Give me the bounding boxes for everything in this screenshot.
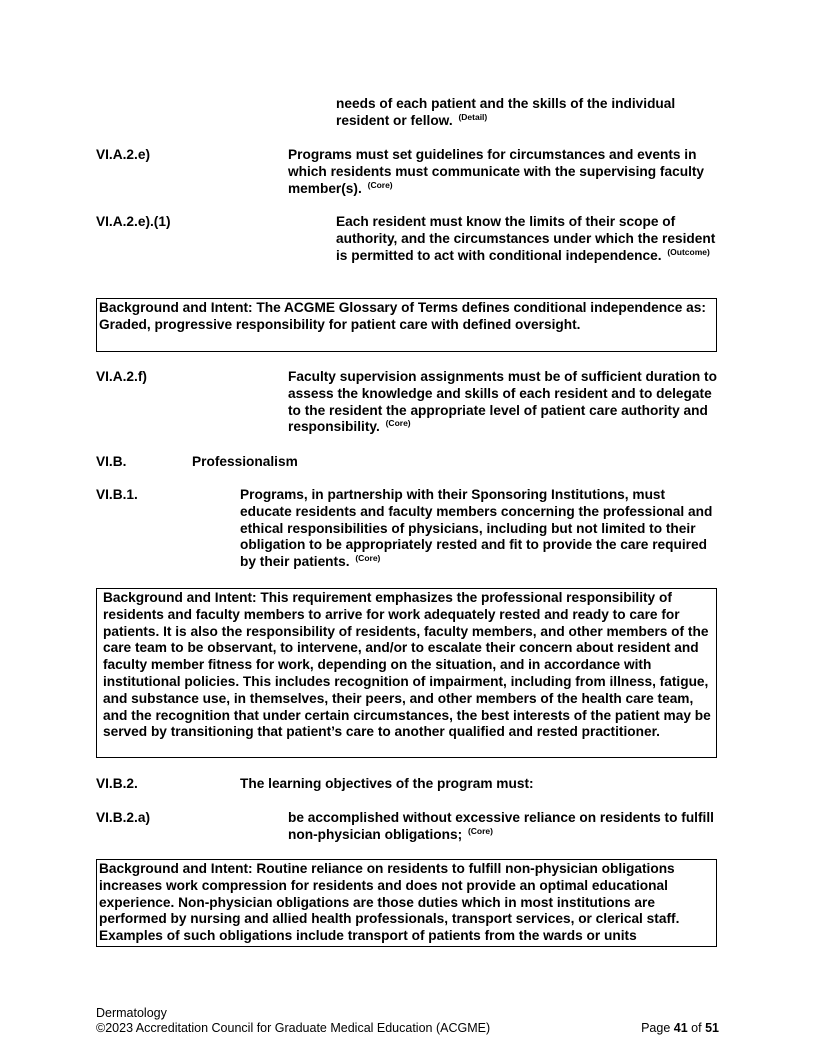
detail-tag: (Detail) [458,111,488,122]
of-word: of [691,1021,702,1035]
background-intent-text: Background and Intent: This requirement emphasizes the professional responsibility of residents and faculty members to arrive for work adequately rested and ready to care for patients. It is also the responsibility of residents, faculty members, and other members of the care team to be observant, to intervene, and/or to escalate their concern about resident and faculty member fitness for work, depending on the situation, and in accordance with institutional policies. This includes recognition of impairment, including from illness, fatigue, and substance use, in themselves, their peers, and other members of the health care team, and the recognition that under certain circumstances, the best interests of the patient may be served by transitioning that patient’s care to another qualified and rested practitioner. [103,590,711,740]
core-tag: (Core) [467,825,493,836]
core-tag: (Core) [367,179,393,190]
section-number: VI.A.2.e) [96,147,151,162]
core-tag: (Core) [355,553,381,564]
section-heading: Professionalism [192,454,298,469]
requirement-paragraph [288,147,720,197]
page-number [641,1021,719,1036]
background-intent-box [96,859,717,947]
footer-copyright: ©2023 Accreditation Council for Graduate Medical Education (ACGME) [96,1021,491,1035]
section-number: VI.A.2.f) [96,369,147,384]
total-pages: 51 [705,1021,719,1035]
background-intent-text: Background and Intent: The ACGME Glossary of Terms defines conditional independence as: Graded, progressive responsibility for patient care with defined oversight. [99,300,706,332]
continuation-text: needs of each patient and the skills of the individual resident or fellow. [336,96,676,128]
requirement-text: Programs, in partnership with their Sponsoring Institutions, must educate residents and faculty members concerning the professional and ethical responsibilities of physicians, including but not limited to their obligation to be appropriately rested and fit to provide the care required by their patients. [240,487,713,570]
continuation-paragraph [336,96,720,130]
section-number: VI.B.2.a) [96,810,151,825]
requirement-paragraph [288,369,720,436]
background-intent-box [96,298,717,352]
requirement-paragraph: The learning objectives of the program must: [240,776,534,791]
section-number: VI.B. [96,454,127,469]
requirement-text: Each resident must know the limits of their scope of authority, and the circumstances under which the resident is permitted to act with conditional independence. [336,214,716,263]
background-intent-box [96,588,717,758]
page-word: Page [641,1021,671,1035]
requirement-text: be accomplished without excessive reliance on residents to fulfill non-physician obligations; [288,810,714,842]
requirement-text: Programs must set guidelines for circumstances and events in which residents must communicate with the supervising faculty member(s). [288,147,705,196]
outcome-tag: (Outcome) [667,246,710,257]
requirement-paragraph [288,810,720,844]
core-tag: (Core) [385,418,411,429]
current-page: 41 [673,1021,688,1035]
background-intent-text: Background and Intent: Routine reliance on residents to fulfill non-physician obligations increases work compression for residents and does not provide an optimal educational experience. Non-physician obligations are those duties which in most institutions are performed by nursing and allied health professionals, transport services, or clerical staff. Examples of such obligations include transport of patients from the wards or units [99,861,680,944]
footer-specialty: Dermatology [96,1006,167,1020]
requirement-text: Faculty supervision assignments must be of sufficient duration to assess the knowledge and skills of each resident and to delegate to the resident the appropriate level of patient care authority and responsibility. [288,369,717,435]
requirement-paragraph [336,214,720,264]
section-number: VI.A.2.e).(1) [96,214,171,229]
requirement-paragraph [240,487,720,571]
section-number: VI.B.1. [96,487,138,502]
section-number: VI.B.2. [96,776,138,791]
